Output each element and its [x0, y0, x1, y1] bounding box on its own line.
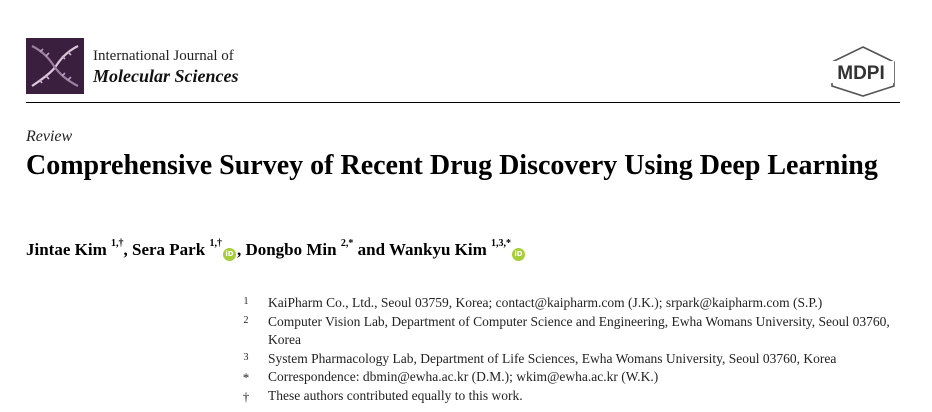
orcid-icon[interactable]: iD	[223, 248, 236, 261]
header-divider	[26, 102, 900, 103]
affiliation-marker: 3	[243, 351, 249, 363]
author-affiliation-marker: 2,*	[340, 238, 354, 249]
author-name: Jintae Kim	[26, 240, 111, 259]
journal-name-line1: International Journal of	[93, 48, 234, 64]
author-separator: ,	[123, 240, 132, 259]
affiliation-item	[236, 313, 896, 350]
author-affiliation-marker: 1,†	[209, 238, 222, 249]
journal-header	[26, 38, 900, 102]
author-name: Wankyu Kim	[388, 240, 492, 259]
author-affiliation-marker: 1,†	[111, 238, 124, 249]
author-affiliation-marker: 1,3,*	[491, 238, 512, 249]
affiliation-item	[236, 368, 896, 387]
article-type: Review	[26, 128, 73, 145]
mdpi-logo-icon	[826, 44, 900, 98]
author-list	[26, 240, 896, 261]
affiliation-marker: 2	[243, 314, 249, 326]
author-name: Sera Park	[132, 240, 210, 259]
affiliation-text: Correspondence: dbmin@ewha.ac.kr (D.M.); wkim@ewha.ac.kr (W.K.)	[268, 369, 659, 384]
affiliations	[236, 294, 896, 405]
affiliation-text: Computer Vision Lab, Department of Computer Science and Engineering, Ewha Womans University, Seoul 03760, Korea	[268, 313, 890, 347]
journal-name-line2: Molecular Sciences	[93, 65, 239, 86]
affiliation-text: These authors contributed equally to this work.	[268, 387, 523, 403]
author-name: Dongbo Min	[245, 240, 341, 259]
orcid-icon[interactable]: iD	[512, 248, 525, 261]
author-separator: ,	[236, 240, 246, 259]
affiliation-text: KaiPharm Co., Ltd., Seoul 03759, Korea; contact@kaipharm.com (J.K.); srpark@kaipharm.com (S.P.)	[268, 295, 823, 310]
affiliation-marker: *	[242, 370, 250, 385]
affiliation-text: System Pharmacology Lab, Department of Life Sciences, Ewha Womans University, Seoul 03760, Korea	[268, 350, 837, 366]
affiliation-marker: †	[242, 388, 250, 404]
affiliation-item	[236, 387, 896, 406]
author-separator: and	[353, 240, 389, 259]
affiliation-item	[236, 294, 896, 313]
affiliation-marker: 1	[243, 296, 249, 307]
affiliation-item	[236, 350, 896, 369]
publisher-name: MDPI	[837, 63, 885, 84]
journal-name	[93, 48, 239, 86]
article-title: Comprehensive Survey of Recent Drug Discovery Using Deep Learning	[26, 150, 878, 181]
dna-helix-icon	[26, 38, 84, 94]
